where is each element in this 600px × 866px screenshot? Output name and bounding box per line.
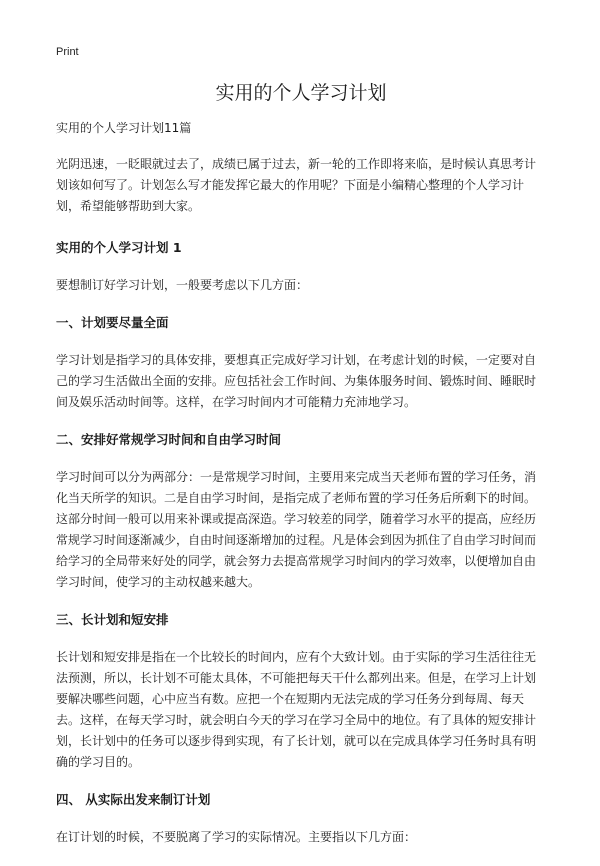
paragraph-practical-plan: 在订计划的时候，不要脱离了学习的实际情况。主要指以下几方面： (56, 830, 417, 844)
page-title: 实用的个人学习计划 (215, 82, 387, 104)
paragraph-long-short-plan: 长计划和短安排是指在一个比较长的时间内，应有个大致计划。由于实际的学习生活往往无法预测，所以，长计划不可能太具体，不可能把每天干什么都列出来。但是，在学习上计划要解决哪些问题，心中应当有数。应把一个在短期内无法完成的学习任务分到每周、每天去。这样，在每天学习时，就会明白今天的学习在学习全局中的地位。有了具体的短安排计划，长计划中的任务可以逐步得到实现，有了长计划，就可以在完成具体学习任务时具有明确的学习目的。 (56, 650, 537, 769)
section-heading-plan-1: 实用的个人学习计划 1 (56, 240, 182, 255)
section-lead-paragraph: 要想制订好学习计划，一般要考虑以下几方面： (56, 278, 309, 292)
heading-study-time: 二、安排好常规学习时间和自由学习时间 (56, 432, 282, 447)
document-subtitle: 实用的个人学习计划11篇 (56, 121, 192, 135)
heading-long-short-plan: 三、长计划和短安排 (56, 612, 169, 627)
paragraph-study-time: 学习时间可以分为两部分：一是常规学习时间，主要用来完成当天老师布置的学习任务，消化当天所学的知识。二是自由学习时间，是指完成了老师布置的学习任务后所剩下的时间。这部分时间一般可以用来补课或提高深造。学习较差的同学，随着学习水平的提高，应经历常规学习时间逐渐减少，自由时间逐渐增加的过程。凡是体会到因为抓住了自由学习时间而给学习的全局带来好处的同学，就会努力去提高常规学习时间内的学习效率，以便增加自由学习时间，使学习的主动权越来越大。 (56, 470, 537, 589)
print-label: Print (56, 46, 79, 58)
intro-paragraph: 光阴迅速，一眨眼就过去了，成绩已属于过去，新一轮的工作即将来临，是时候认真思考计划该如何写了。计划怎么写才能发挥它最大的作用呢？下面是小编精心整理的个人学习计划，希望能够帮助到大家。 (56, 157, 537, 213)
heading-comprehensive: 一、计划要尽量全面 (56, 315, 169, 330)
paragraph-comprehensive: 学习计划是指学习的具体安排，要想真正完成好学习计划，在考虑计划的时候，一定要对自己的学习生活做出全面的安排。应包括社会工作时间、为集体服务时间、锻炼时间、睡眠时间及娱乐活动时间等。这样，在学习时间内才可能精力充沛地学习。 (56, 353, 537, 409)
document-body (56, 78, 546, 866)
heading-practical-plan: 四、 从实际出发来制订计划 (56, 792, 211, 807)
